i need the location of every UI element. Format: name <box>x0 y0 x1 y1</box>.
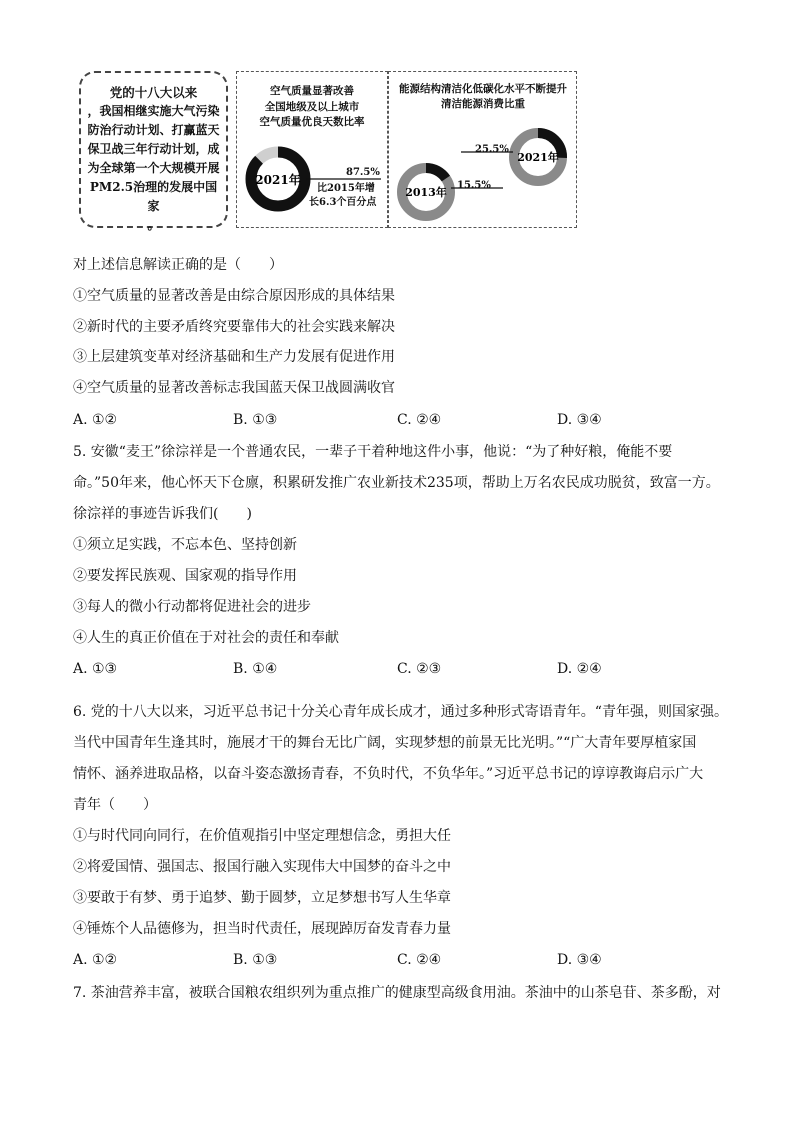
intro-line: 党的十八大以来 <box>109 85 198 100</box>
air-title: 空气质量显著改善 <box>270 85 354 97</box>
air-note: 比2015年增 <box>317 183 375 194</box>
air-quality-panel <box>236 71 388 228</box>
energy-rings <box>389 112 577 226</box>
q4-statement: ③上层建筑变革对经济基础和生产力发展有促进作用 <box>73 349 395 365</box>
q6-statement: ①与时代同向同行，在价值观指引中坚定理想信念，勇担大任 <box>73 828 451 844</box>
q4-option-a: A. ①② <box>73 412 118 428</box>
air-title: 全国地级及以上城市 <box>264 101 360 113</box>
q6-text: 6. 党的十八大以来，习近平总书记十分关心青年成长成才，通过多种形式寄语青年。“青年强，则国家强。 <box>73 704 728 720</box>
q6-option-b: B. ①③ <box>233 952 278 968</box>
ring-2013-value: 15.5% <box>457 180 491 191</box>
q5-option-b: B. ①④ <box>233 661 278 677</box>
energy-title: 清洁能源消费比重 <box>441 98 525 110</box>
q5-statement: ③每人的微小行动都将促进社会的进步 <box>73 599 311 615</box>
q6-statement: ②将爱国情、强国志、报国行融入实现伟大中国梦的奋斗之中 <box>73 859 451 875</box>
intro-line: 防治行动计划、打赢蓝天 <box>87 123 220 137</box>
q5-text: 命。”50年来，他心怀天下仓廪，积累研发推广农业新技术235项，帮助上万名农民成功脱贫，致富一方。 <box>73 475 720 491</box>
energy-panel <box>388 71 577 228</box>
q5-text: 5. 安徽“麦王”徐淙祥是一个普通农民，一辈子干着种地这件小事，他说：“为了种好粮，俺能不要 <box>73 444 673 460</box>
energy-title: 能源结构清洁化低碳化水平不断提升 <box>399 83 567 95</box>
q6-option-a: A. ①② <box>73 952 118 968</box>
q6-text: 情怀、涵养进取品格，以奋斗姿态激扬青春，不负时代，不负华年。”习近平总书记的谆谆教诲启示广大 <box>73 766 704 782</box>
q4-statement: ①空气质量的显著改善是由综合原因形成的具体结果 <box>73 288 395 304</box>
q5-option-d: D. ②④ <box>557 661 602 677</box>
intro-line: 保卫战三年行动计划，成 <box>87 142 220 156</box>
q6-statement: ③要敢于有梦、勇于追梦、勤于圆梦，立足梦想书写人生华章 <box>73 890 451 906</box>
q5-statement: ②要发挥民族观、国家观的指导作用 <box>73 568 297 584</box>
q4-option-b: B. ①③ <box>233 412 278 428</box>
q6-statement: ④锤炼个人品德修为，担当时代责任，展现踔厉奋发青春力量 <box>73 921 451 937</box>
intro-line: 。 <box>147 218 160 232</box>
air-value-label: 87.5% <box>346 167 380 178</box>
q6-option-d: D. ③④ <box>557 952 602 968</box>
q5-option-c: C. ②③ <box>397 661 442 677</box>
q4-statement: ④空气质量的显著改善标志我国蓝天保卫战圆满收官 <box>73 380 395 396</box>
ring-2021-label: 2021年 <box>517 151 559 164</box>
q4-stem: 对上述信息解读正确的是（ ） <box>73 257 283 273</box>
q4-option-c: C. ②④ <box>397 412 442 428</box>
intro-line: ，我国相继实施大气污染 <box>87 104 220 118</box>
intro-line: PM2.5治理的发展中国家 <box>89 180 218 213</box>
q6-option-c: C. ②④ <box>397 952 442 968</box>
q7-text: 7. 茶油营养丰富，被联合国粮农组织列为重点推广的健康型高级食用油。茶油中的山茶皂苷、茶多酚，对 <box>73 985 721 1001</box>
q5-statement: ④人生的真正价值在于对社会的责任和奉献 <box>73 630 339 646</box>
ring-2013-label: 2013年 <box>405 186 447 199</box>
intro-box <box>79 71 228 232</box>
intro-line: 为全球第一个大规模开展 <box>87 161 220 175</box>
q5-statement: ①须立足实践，不忘本色、坚持创新 <box>73 537 297 553</box>
q5-text: 徐淙祥的事迹告诉我们( ) <box>73 506 252 522</box>
ring-2021-value: 25.5% <box>475 144 509 155</box>
q4-statement: ②新时代的主要矛盾终究要靠伟大的社会实践来解决 <box>73 319 395 335</box>
q6-text: 当代中国青年生逢其时，施展才干的舞台无比广阔，实现梦想的前景无比光明。”“广大青年要厚植家国 <box>73 735 697 751</box>
q5-option-a: A. ①③ <box>73 661 118 677</box>
air-title: 空气质量优良天数比率 <box>259 116 365 128</box>
q4-option-d: D. ③④ <box>557 412 602 428</box>
q6-text: 青年（ ） <box>73 797 157 813</box>
air-note: 长6.3个百分点 <box>309 197 377 208</box>
air-ring-label: 2021年 <box>255 173 301 187</box>
